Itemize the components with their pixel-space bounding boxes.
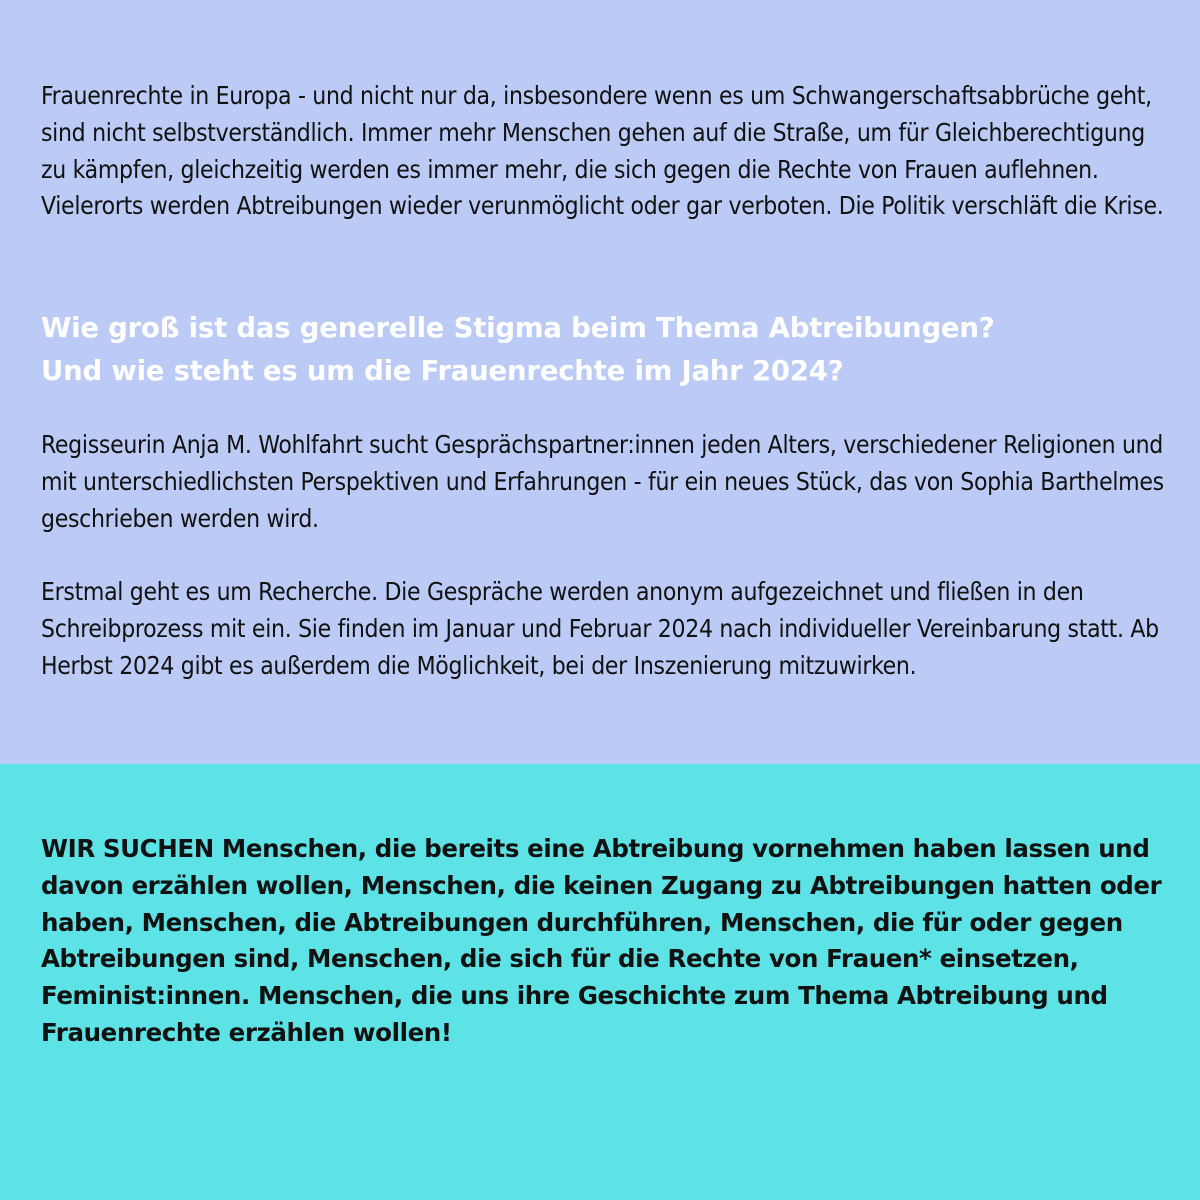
search-paragraph: Regisseurin Anja M. Wohlfahrt sucht Gesprächspartner:innen jeden Alters, verschiedener Religionen und mit unterschiedlichsten Perspektiven und Erfahrungen - für ein neues Stück, das von Sophia Barthelmes geschrieben werden wird. xyxy=(41,430,1164,533)
call-to-action: WIR SUCHEN Menschen, die bereits eine Abtreibung vornehmen haben lassen und davon erzählen wollen, Menschen, die keinen Zugang zu Abtreibungen hatten oder haben, Menschen, die Abtreibungen durchführen, Menschen, die für oder gegen Abtreibungen sind, Menschen, die sich für die Rechte von Frauen* einsetzen, Feminist:innen. Menschen, die uns ihre Geschichte zum Thema Abtreibung und Frauenrechte erzählen wollen! xyxy=(41,834,1162,1047)
headline xyxy=(41,307,1166,393)
research-paragraph: Erstmal geht es um Recherche. Die Gespräche werden anonym aufgezeichnet und fließen in den Schreibprozess mit ein. Sie finden im Januar und Februar 2024 nach individueller Vereinbarung statt. Ab Herbst 2024 gibt es außerdem die Möglichkeit, bei der Inszenierung mitzuwirken. xyxy=(41,577,1159,680)
intro-paragraph: Frauenrechte in Europa - und nicht nur da, insbesondere wenn es um Schwangerschaftsabbrüche geht, sind nicht selbstverständlich. Immer mehr Menschen gehen auf die Straße, um für Gleichberechtigung zu kämpfen, gleichzeitig werden es immer mehr, die sich gegen die Rechte von Frauen auflehnen. Vielerorts werden Abtreibungen wieder verunmöglicht oder gar verboten. Die Politik verschläft die Krise. xyxy=(41,81,1164,221)
headline-line-1: Wie groß ist das generelle Stigma beim Thema Abtreibungen? xyxy=(41,312,995,344)
headline-line-2: Und wie steht es um die Frauenrechte im Jahr 2024? xyxy=(41,355,844,387)
